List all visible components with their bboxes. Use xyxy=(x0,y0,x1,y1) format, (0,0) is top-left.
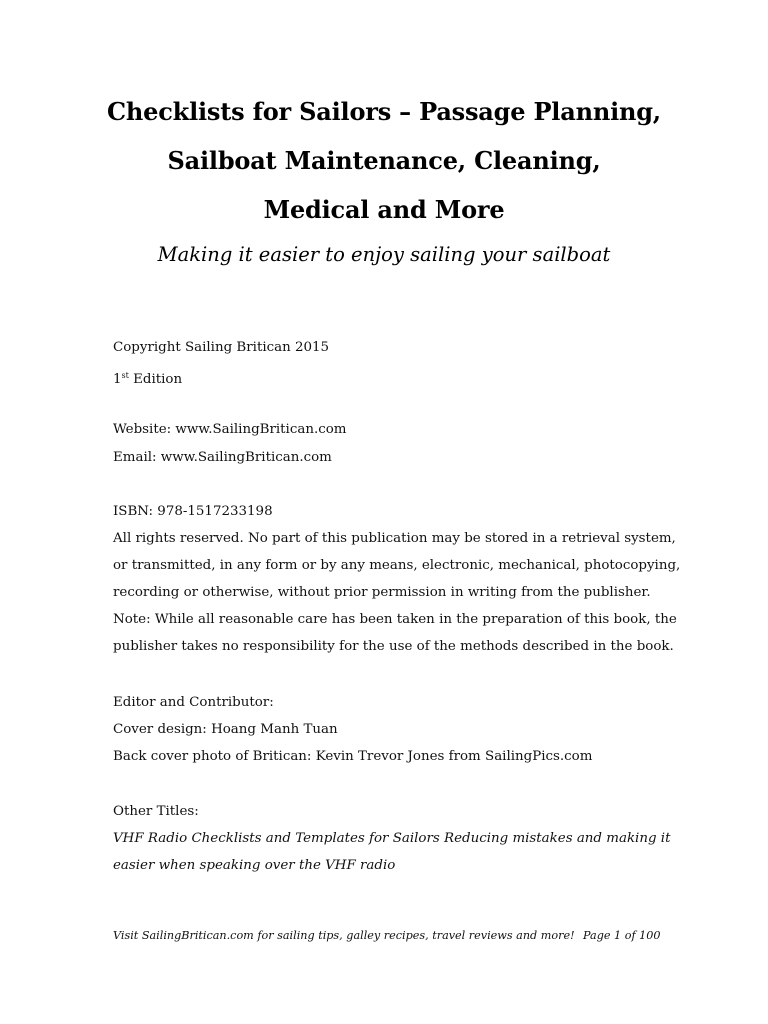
rights-line-1: All rights reserved. No part of this publication may be stored in a retrieval system, xyxy=(113,531,676,546)
email-line: Email: www.SailingBritican.com xyxy=(113,450,332,465)
other-title-line-2: easier when speaking over the VHF radio xyxy=(113,858,396,873)
edition-number: 1 xyxy=(113,372,122,387)
title-line-1: Checklists for Sailors – Passage Planning, xyxy=(107,97,661,126)
edition-suffix: st xyxy=(121,371,129,380)
subtitle: Making it easier to enjoy sailing your sailboat xyxy=(157,243,611,266)
other-title-line-1: VHF Radio Checklists and Templates for Sailors Reducing mistakes and making it xyxy=(113,831,671,846)
credits-back-cover-photo: Back cover photo of Britican: Kevin Trevor Jones from SailingPics.com xyxy=(113,749,593,764)
credits-editor: Editor and Contributor: xyxy=(113,695,274,710)
website-line: Website: www.SailingBritican.com xyxy=(113,422,347,437)
title-line-3: Medical and More xyxy=(263,195,505,224)
page-number: Page 1 of 100 xyxy=(583,929,661,942)
rights-line-4: Note: While all reasonable care has been taken in the preparation of this book, the xyxy=(113,612,677,627)
other-titles-heading: Other Titles: xyxy=(113,804,199,819)
rights-line-5: publisher takes no responsibility for the use of the methods described in the book. xyxy=(113,639,674,654)
rights-line-3: recording or otherwise, without prior permission in writing from the publisher. xyxy=(113,585,651,600)
title-line-2: Sailboat Maintenance, Cleaning, xyxy=(167,146,601,175)
rights-line-2: or transmitted, in any form or by any means, electronic, mechanical, photocopying, xyxy=(113,558,681,573)
edition-word: Edition xyxy=(128,372,183,387)
edition-line xyxy=(113,367,182,389)
footer-promo: Visit SailingBritican.com for sailing tips, galley recipes, travel reviews and more! xyxy=(113,929,575,942)
isbn-line: ISBN: 978-1517233198 xyxy=(113,504,273,519)
copyright-line: Copyright Sailing Britican 2015 xyxy=(113,340,330,355)
credits-cover-design: Cover design: Hoang Manh Tuan xyxy=(113,722,338,737)
